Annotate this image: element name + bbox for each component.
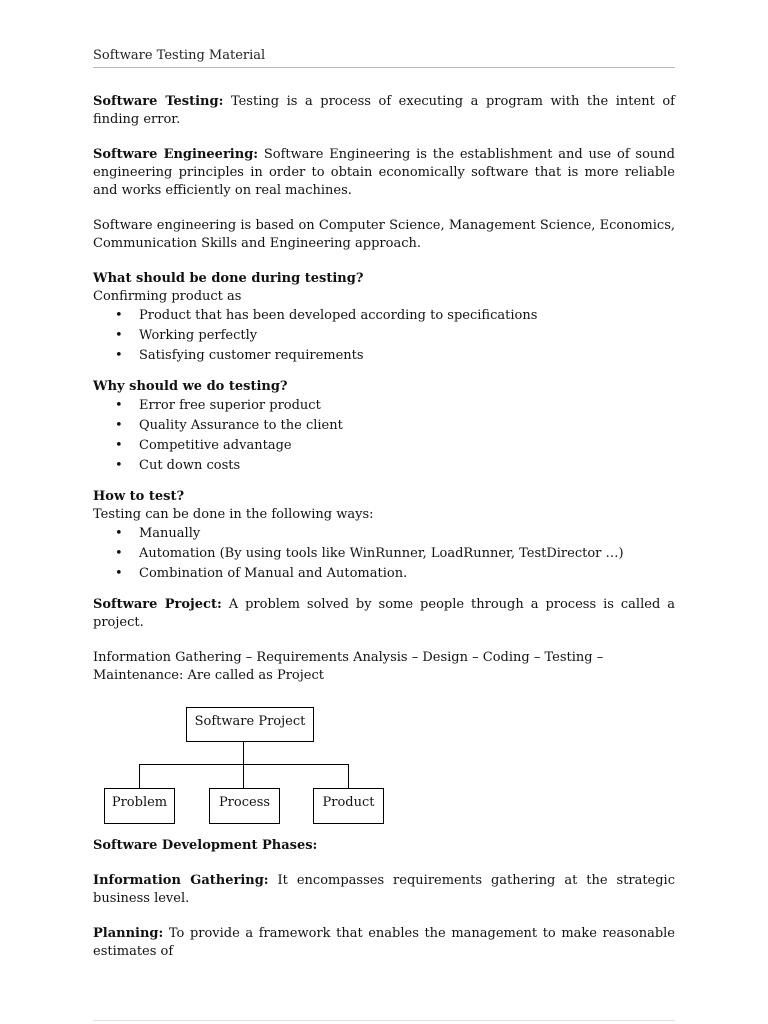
- list-item: • Automation (By using tools like WinRunner, LoadRunner, TestDirector …): [139, 544, 675, 564]
- connector-line: [139, 764, 140, 788]
- diagram-product-box: Product: [313, 788, 384, 824]
- list-item: • Working perfectly: [139, 326, 675, 346]
- term: Planning:: [93, 926, 164, 941]
- project-phases-paragraph: Information Gathering – Requirements Analysis – Design – Coding – Testing – Maintenance: Are called as Project: [93, 650, 604, 683]
- what-testing-list: [93, 306, 675, 366]
- how-test-heading: How to test?: [93, 489, 185, 504]
- term: Software Engineering:: [93, 147, 259, 162]
- page-header: Software Testing Material: [93, 47, 675, 68]
- what-testing-heading: What should be done during testing?: [93, 271, 364, 286]
- software-project-diagram: [93, 707, 675, 837]
- diagram-problem-box: Problem: [104, 788, 175, 824]
- connector-line: [243, 764, 244, 788]
- definition-text: A problem solved by some people through a process is called a project.: [93, 597, 675, 630]
- list-item: • Quality Assurance to the client: [139, 416, 675, 436]
- list-item: • Manually: [139, 524, 675, 544]
- dev-phases-heading: Software Development Phases:: [93, 838, 318, 853]
- term: Software Testing:: [93, 94, 224, 109]
- list-item: • Combination of Manual and Automation.: [139, 564, 675, 584]
- definition-text: To provide a framework that enables the management to make reasonable estimates of: [93, 926, 675, 959]
- list-item: • Product that has been developed according to specifications: [139, 306, 675, 326]
- term: Software Project:: [93, 597, 222, 612]
- engineering-basis-paragraph: Software engineering is based on Computer Science, Management Science, Economics, Communication Skills and Engineering approach.: [93, 218, 675, 251]
- why-testing-list: [93, 396, 675, 476]
- planning-definition: [93, 925, 675, 961]
- list-item: • Satisfying customer requirements: [139, 346, 675, 366]
- list-item: • Error free superior product: [139, 396, 675, 416]
- connector-line: [348, 764, 349, 788]
- list-item: • Competitive advantage: [139, 436, 675, 456]
- footer-divider: [93, 1020, 675, 1021]
- connector-line: [243, 742, 244, 764]
- diagram-root-box: Software Project: [186, 707, 314, 742]
- how-test-list: [93, 524, 675, 584]
- how-test-intro: Testing can be done in the following ways:: [93, 507, 374, 522]
- definition-text: Software Engineering is the establishment and use of sound engineering principles in order to obtain economically software that is more reliable and works efficiently on real machines.: [93, 147, 675, 198]
- information-gathering-definition: [93, 872, 675, 908]
- what-testing-intro: Confirming product as: [93, 289, 242, 304]
- software-project-definition: [93, 596, 675, 632]
- definition-text: It encompasses requirements gathering at the strategic business level.: [93, 873, 675, 906]
- document-body: [93, 93, 675, 961]
- term: Information Gathering:: [93, 873, 269, 888]
- definition-text: Testing is a process of executing a program with the intent of finding error.: [93, 94, 675, 127]
- why-testing-heading: Why should we do testing?: [93, 379, 288, 394]
- list-item: • Cut down costs: [139, 456, 675, 476]
- software-engineering-definition: [93, 146, 675, 200]
- software-testing-definition: [93, 93, 675, 129]
- connector-line: [139, 764, 349, 765]
- diagram-process-box: Process: [209, 788, 280, 824]
